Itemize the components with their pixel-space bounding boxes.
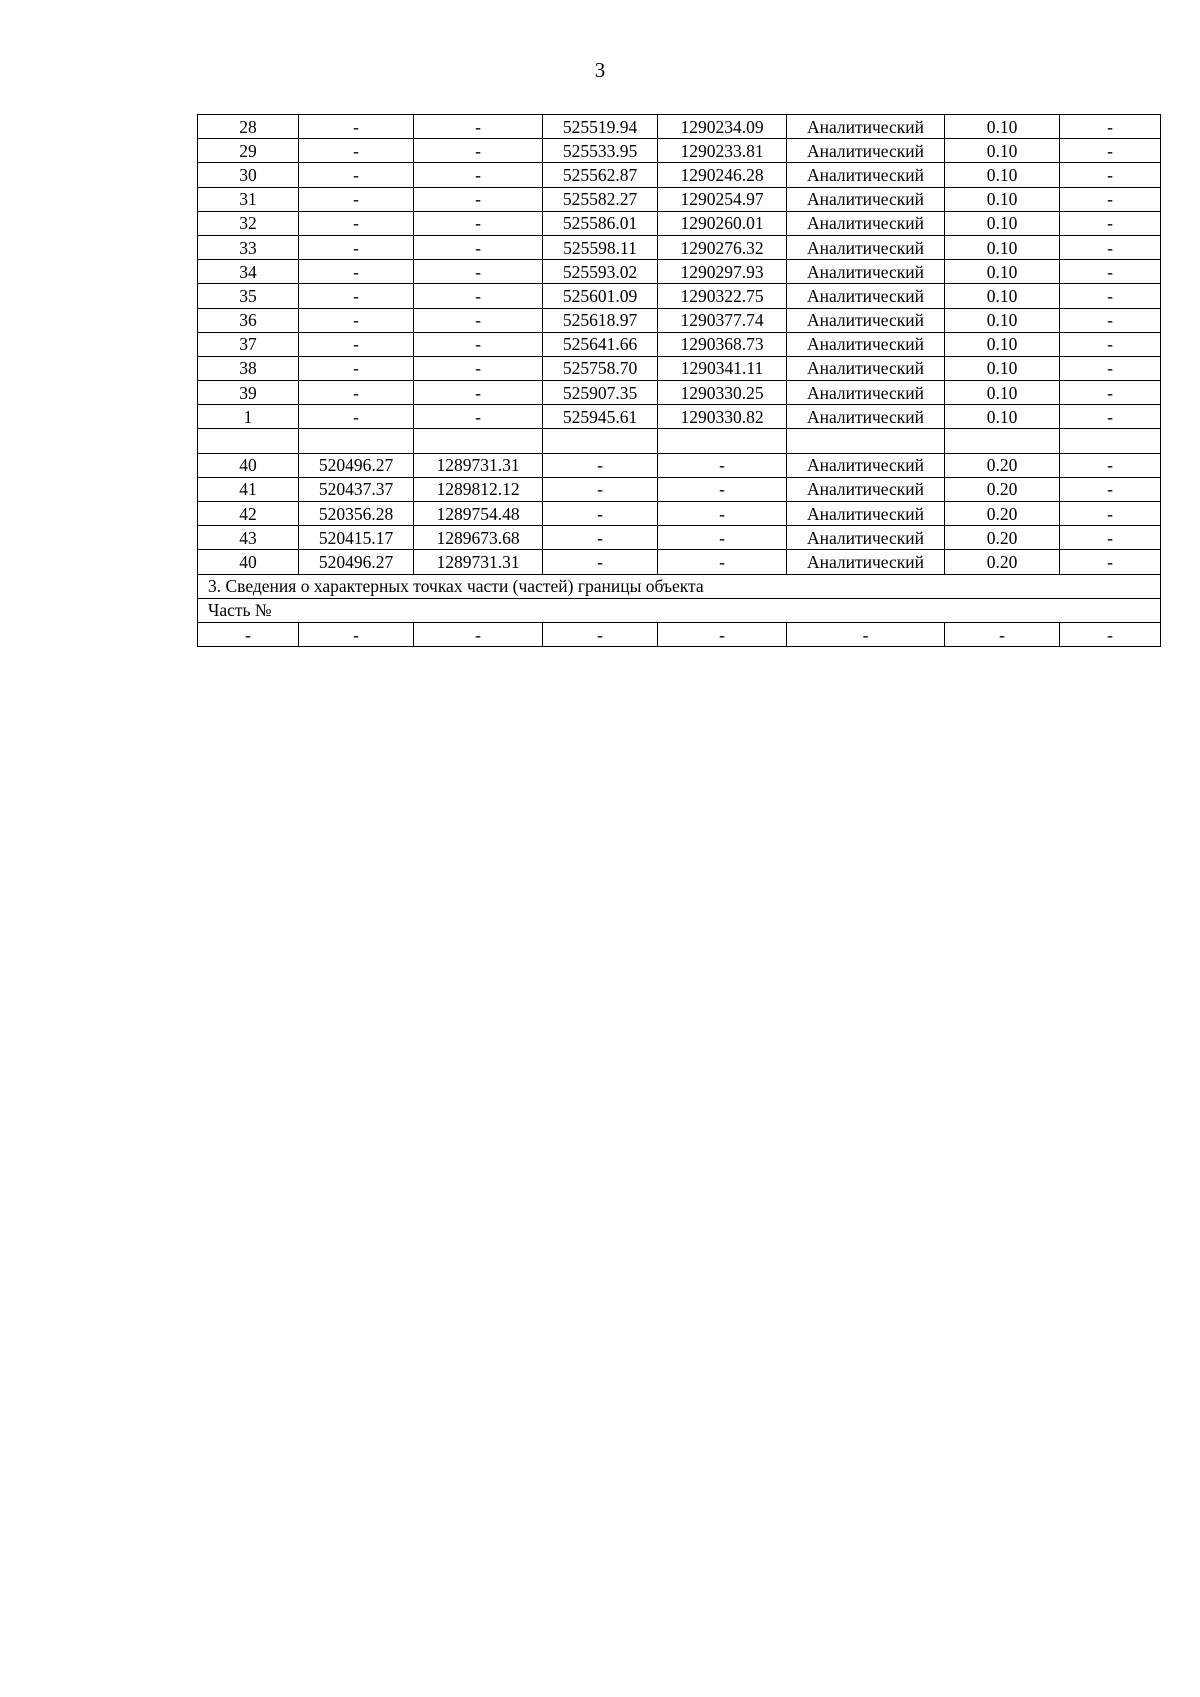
description-cell: - — [1060, 211, 1161, 235]
table-row — [198, 187, 1161, 211]
point-number-cell: 40 — [198, 453, 299, 477]
accuracy-cell: 0.10 — [945, 332, 1060, 356]
accuracy-cell: 0.10 — [945, 308, 1060, 332]
old-y-cell: - — [414, 356, 543, 380]
accuracy-cell: 0.20 — [945, 526, 1060, 550]
point-number-cell — [198, 429, 299, 453]
boundary-points-table — [197, 114, 1161, 647]
accuracy-cell: 0.10 — [945, 284, 1060, 308]
old-y-cell: - — [414, 187, 543, 211]
accuracy-cell — [945, 429, 1060, 453]
old-x-cell: - — [299, 405, 414, 429]
description-cell — [1060, 429, 1161, 453]
new-x-cell: 525562.87 — [543, 163, 658, 187]
old-y-cell — [414, 429, 543, 453]
accuracy-cell: 0.10 — [945, 356, 1060, 380]
point-number-cell: 32 — [198, 211, 299, 235]
method-cell: Аналитический — [787, 211, 945, 235]
new-x-cell — [543, 429, 658, 453]
new-x-cell: 525641.66 — [543, 332, 658, 356]
table-row — [198, 308, 1161, 332]
table-row — [198, 139, 1161, 163]
accuracy-cell: 0.10 — [945, 115, 1060, 139]
part-cell: - — [299, 622, 414, 646]
table-row — [198, 235, 1161, 259]
description-cell: - — [1060, 526, 1161, 550]
point-number-cell: 39 — [198, 381, 299, 405]
table-row — [198, 405, 1161, 429]
old-y-cell: 1289673.68 — [414, 526, 543, 550]
old-x-cell — [299, 429, 414, 453]
point-number-cell: 41 — [198, 477, 299, 501]
old-x-cell: 520415.17 — [299, 526, 414, 550]
new-y-cell: 1290297.93 — [658, 260, 787, 284]
table-row — [198, 477, 1161, 501]
new-x-cell: 525907.35 — [543, 381, 658, 405]
old-y-cell: 1289731.31 — [414, 550, 543, 574]
point-number-cell: 38 — [198, 356, 299, 380]
description-cell: - — [1060, 381, 1161, 405]
description-cell: - — [1060, 115, 1161, 139]
method-cell: Аналитический — [787, 477, 945, 501]
new-y-cell — [658, 429, 787, 453]
section3-title: 3. Сведения о характерных точках части (частей) границы объекта — [198, 574, 1161, 598]
method-cell: Аналитический — [787, 163, 945, 187]
part-cell: - — [658, 622, 787, 646]
new-x-cell: 525758.70 — [543, 356, 658, 380]
description-cell: - — [1060, 453, 1161, 477]
old-y-cell: - — [414, 139, 543, 163]
old-x-cell: - — [299, 187, 414, 211]
points-table-body — [198, 115, 1161, 575]
point-number-cell: 37 — [198, 332, 299, 356]
old-y-cell: - — [414, 284, 543, 308]
new-x-cell: 525519.94 — [543, 115, 658, 139]
part-cell: - — [414, 622, 543, 646]
description-cell: - — [1060, 284, 1161, 308]
new-y-cell: 1290377.74 — [658, 308, 787, 332]
accuracy-cell: 0.10 — [945, 187, 1060, 211]
method-cell: Аналитический — [787, 260, 945, 284]
new-y-cell: 1290233.81 — [658, 139, 787, 163]
new-x-cell: 525601.09 — [543, 284, 658, 308]
new-y-cell: - — [658, 453, 787, 477]
old-y-cell: - — [414, 211, 543, 235]
new-y-cell: 1290246.28 — [658, 163, 787, 187]
new-x-cell: 525945.61 — [543, 405, 658, 429]
method-cell: Аналитический — [787, 405, 945, 429]
description-cell: - — [1060, 356, 1161, 380]
description-cell: - — [1060, 260, 1161, 284]
new-y-cell: 1290368.73 — [658, 332, 787, 356]
method-cell: Аналитический — [787, 332, 945, 356]
part-cell: - — [787, 622, 945, 646]
method-cell: Аналитический — [787, 139, 945, 163]
old-y-cell: - — [414, 163, 543, 187]
point-number-cell: 29 — [198, 139, 299, 163]
table-row — [198, 381, 1161, 405]
table-row — [198, 260, 1161, 284]
accuracy-cell: 0.10 — [945, 235, 1060, 259]
description-cell: - — [1060, 187, 1161, 211]
new-y-cell: 1290322.75 — [658, 284, 787, 308]
old-x-cell: 520437.37 — [299, 477, 414, 501]
point-number-cell: 28 — [198, 115, 299, 139]
accuracy-cell: 0.20 — [945, 453, 1060, 477]
method-cell: Аналитический — [787, 284, 945, 308]
new-y-cell: 1290260.01 — [658, 211, 787, 235]
point-number-cell: 30 — [198, 163, 299, 187]
old-x-cell: - — [299, 211, 414, 235]
new-x-cell: - — [543, 550, 658, 574]
new-x-cell: 525582.27 — [543, 187, 658, 211]
new-y-cell: - — [658, 477, 787, 501]
accuracy-cell: 0.10 — [945, 405, 1060, 429]
old-x-cell: - — [299, 356, 414, 380]
description-cell: - — [1060, 332, 1161, 356]
accuracy-cell: 0.20 — [945, 502, 1060, 526]
description-cell: - — [1060, 477, 1161, 501]
accuracy-cell: 0.10 — [945, 260, 1060, 284]
old-y-cell: 1289731.31 — [414, 453, 543, 477]
table-row — [198, 429, 1161, 453]
table-row — [198, 163, 1161, 187]
old-x-cell: - — [299, 260, 414, 284]
accuracy-cell: 0.20 — [945, 550, 1060, 574]
point-number-cell: 40 — [198, 550, 299, 574]
old-x-cell: - — [299, 332, 414, 356]
part-cell: - — [198, 622, 299, 646]
old-x-cell: - — [299, 115, 414, 139]
method-cell: Аналитический — [787, 235, 945, 259]
point-number-cell: 35 — [198, 284, 299, 308]
method-cell: Аналитический — [787, 187, 945, 211]
table-row — [198, 502, 1161, 526]
table-row — [198, 550, 1161, 574]
description-cell: - — [1060, 163, 1161, 187]
accuracy-cell: 0.20 — [945, 477, 1060, 501]
point-number-cell: 31 — [198, 187, 299, 211]
old-y-cell: - — [414, 235, 543, 259]
part-cell: - — [1060, 622, 1161, 646]
old-y-cell: - — [414, 115, 543, 139]
description-cell: - — [1060, 235, 1161, 259]
old-y-cell: - — [414, 260, 543, 284]
method-cell: Аналитический — [787, 550, 945, 574]
table-row — [198, 115, 1161, 139]
old-x-cell: - — [299, 381, 414, 405]
part-cell: - — [543, 622, 658, 646]
description-cell: - — [1060, 405, 1161, 429]
table-row — [198, 332, 1161, 356]
point-number-cell: 36 — [198, 308, 299, 332]
method-cell: Аналитический — [787, 453, 945, 477]
old-y-cell: 1289754.48 — [414, 502, 543, 526]
new-y-cell: - — [658, 550, 787, 574]
old-y-cell: - — [414, 308, 543, 332]
old-x-cell: 520496.27 — [299, 453, 414, 477]
new-y-cell: - — [658, 502, 787, 526]
section3-body — [198, 574, 1161, 647]
old-x-cell: - — [299, 163, 414, 187]
accuracy-cell: 0.10 — [945, 211, 1060, 235]
new-x-cell: - — [543, 453, 658, 477]
table-row — [198, 526, 1161, 550]
old-x-cell: - — [299, 235, 414, 259]
new-x-cell: 525586.01 — [543, 211, 658, 235]
description-cell: - — [1060, 550, 1161, 574]
old-y-cell: - — [414, 332, 543, 356]
point-number-cell: 42 — [198, 502, 299, 526]
old-x-cell: - — [299, 308, 414, 332]
old-y-cell: 1289812.12 — [414, 477, 543, 501]
new-y-cell: 1290276.32 — [658, 235, 787, 259]
point-number-cell: 33 — [198, 235, 299, 259]
old-x-cell: 520356.28 — [299, 502, 414, 526]
new-x-cell: - — [543, 477, 658, 501]
description-cell: - — [1060, 502, 1161, 526]
new-x-cell: - — [543, 526, 658, 550]
old-y-cell: - — [414, 405, 543, 429]
method-cell: Аналитический — [787, 381, 945, 405]
point-number-cell: 43 — [198, 526, 299, 550]
part-label-row — [198, 598, 1161, 622]
method-cell: Аналитический — [787, 526, 945, 550]
point-number-cell: 34 — [198, 260, 299, 284]
new-y-cell: 1290254.97 — [658, 187, 787, 211]
old-x-cell: - — [299, 139, 414, 163]
method-cell: Аналитический — [787, 356, 945, 380]
new-x-cell: - — [543, 502, 658, 526]
description-cell: - — [1060, 308, 1161, 332]
table-row — [198, 284, 1161, 308]
new-y-cell: - — [658, 526, 787, 550]
part-row — [198, 622, 1161, 646]
new-y-cell: 1290234.09 — [658, 115, 787, 139]
method-cell: Аналитический — [787, 502, 945, 526]
part-label: Часть № — [198, 598, 1161, 622]
old-x-cell: 520496.27 — [299, 550, 414, 574]
page-number: 3 — [594, 58, 606, 82]
accuracy-cell: 0.10 — [945, 139, 1060, 163]
new-x-cell: 525533.95 — [543, 139, 658, 163]
new-x-cell: 525618.97 — [543, 308, 658, 332]
section3-title-row — [198, 574, 1161, 598]
accuracy-cell: 0.10 — [945, 381, 1060, 405]
method-cell: Аналитический — [787, 115, 945, 139]
new-y-cell: 1290341.11 — [658, 356, 787, 380]
new-x-cell: 525593.02 — [543, 260, 658, 284]
table-row — [198, 356, 1161, 380]
new-y-cell: 1290330.82 — [658, 405, 787, 429]
new-y-cell: 1290330.25 — [658, 381, 787, 405]
accuracy-cell: 0.10 — [945, 163, 1060, 187]
method-cell: Аналитический — [787, 308, 945, 332]
description-cell: - — [1060, 139, 1161, 163]
part-cell: - — [945, 622, 1060, 646]
table-row — [198, 453, 1161, 477]
method-cell — [787, 429, 945, 453]
old-y-cell: - — [414, 381, 543, 405]
point-number-cell: 1 — [198, 405, 299, 429]
table-row — [198, 211, 1161, 235]
new-x-cell: 525598.11 — [543, 235, 658, 259]
old-x-cell: - — [299, 284, 414, 308]
